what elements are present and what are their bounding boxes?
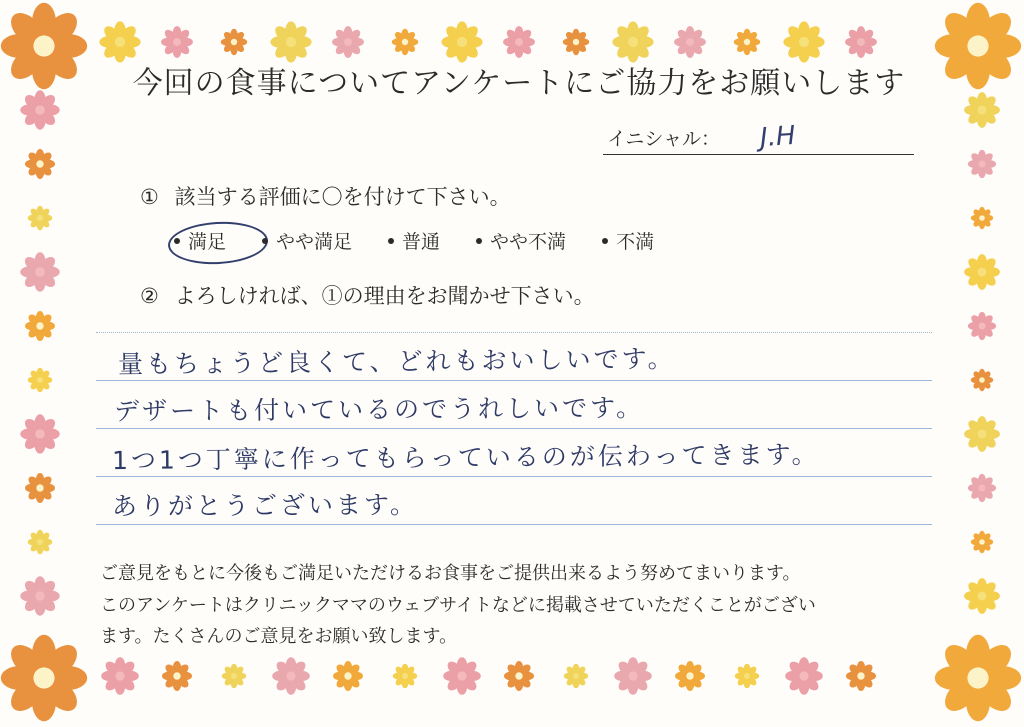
flower-icon: [734, 663, 760, 689]
flower-icon: [845, 660, 877, 692]
flower-icon: [967, 473, 997, 503]
flower-icon: [502, 25, 536, 59]
flower-icon: [673, 25, 707, 59]
flower-icon: [733, 28, 761, 56]
rule-line: [96, 524, 932, 525]
bullet-icon: [476, 238, 482, 244]
initial-field[interactable]: [724, 120, 914, 155]
flower-icon: [844, 25, 878, 59]
free-comment-area[interactable]: [96, 332, 936, 544]
rating-option-label: やや満足: [276, 232, 353, 253]
handwritten-line-3: 1つ1つ丁寧に作ってもらっているのが伝わってきます。: [111, 439, 820, 476]
rule-line: [96, 428, 932, 429]
flower-icon: [674, 660, 706, 692]
flower-icon: [161, 660, 193, 692]
flower-icon: [332, 660, 364, 692]
flower-icon: [563, 663, 589, 689]
rating-option-yaya-fuman[interactable]: [476, 227, 566, 254]
rule-line: [96, 476, 932, 477]
footer-line-2: このアンケートはクリニックママのウェブサイトなどに掲載させていただくことがござい: [100, 594, 816, 615]
flower-icon: [503, 660, 535, 692]
flower-icon: [19, 413, 61, 455]
flower-icon: [392, 663, 418, 689]
flower-icon: [967, 311, 997, 341]
flower-icon: [19, 575, 61, 617]
bullet-icon: [262, 238, 268, 244]
question-1-text: 該当する評価に〇を付けて下さい。: [174, 186, 511, 209]
flower-icon: [220, 28, 248, 56]
rating-option-label: 不満: [616, 232, 655, 253]
flower-icon: [932, 0, 1024, 92]
flower-icon: [562, 28, 590, 56]
flower-icon: [19, 251, 61, 293]
question-2-text: よろしければ、①の理由をお聞かせ下さい。: [174, 285, 595, 308]
rating-option-label: 普通: [402, 232, 441, 253]
flower-icon: [24, 148, 56, 180]
flower-icon: [27, 529, 53, 555]
flower-icon: [970, 530, 994, 554]
handwritten-line-2: デザートも付いているのでうれしいです。: [113, 393, 645, 426]
question-1: [96, 181, 936, 211]
footer-line-1: ご意見をもとに今後もご満足いただけるお食事をご提供出来るよう努めてまいります。: [100, 563, 801, 583]
question-2-number: ②: [140, 285, 159, 308]
rating-option-futsuu[interactable]: [388, 227, 440, 254]
flower-icon: [970, 206, 994, 230]
flower-icon: [391, 28, 419, 56]
flower-icon: [442, 656, 482, 696]
survey-content: [96, 58, 936, 658]
rating-option-manzoku[interactable]: [174, 227, 226, 254]
rule-line: [96, 332, 932, 333]
flower-icon: [932, 632, 1024, 724]
flower-icon: [970, 368, 994, 392]
flower-icon: [24, 310, 56, 342]
flower-icon: [784, 656, 824, 696]
flower-icon: [271, 656, 311, 696]
flower-icon: [967, 149, 997, 179]
initial-row: [96, 120, 936, 155]
footer-line-3: ます。たくさんのご意見をお願い致します。: [100, 626, 458, 646]
question-2: [96, 280, 936, 310]
rule-line: [96, 380, 932, 381]
flower-icon: [963, 91, 1001, 129]
flower-icon: [963, 415, 1001, 453]
rating-option-label: やや不満: [490, 232, 567, 253]
flower-icon: [27, 205, 53, 231]
rating-options: [96, 227, 936, 254]
flower-icon: [19, 89, 61, 131]
footer-note: [96, 558, 936, 653]
initial-value: J.H: [758, 120, 797, 154]
bullet-icon: [174, 238, 180, 244]
flower-icon: [24, 472, 56, 504]
page-title: 今回の食事についてアンケートにご協力をお願いします: [132, 67, 906, 100]
handwritten-line-4: ありがとうございます。: [111, 490, 419, 521]
flower-icon: [963, 577, 1001, 615]
flower-icon: [27, 367, 53, 393]
rating-option-yaya-manzoku[interactable]: [262, 227, 352, 254]
flower-icon: [221, 663, 247, 689]
flower-icon: [613, 656, 653, 696]
bullet-icon: [388, 238, 394, 244]
flower-icon: [100, 656, 140, 696]
bullet-icon: [602, 238, 608, 244]
flower-icon: [331, 25, 365, 59]
handwritten-line-1: 量もちょうど良くて、どれもおいしいです。: [117, 344, 676, 379]
flower-icon: [160, 25, 194, 59]
initial-label: イニシャル：: [603, 124, 724, 155]
flower-icon: [0, 0, 90, 92]
flower-icon: [963, 253, 1001, 291]
rating-option-label: 満足: [188, 232, 227, 253]
flower-icon: [0, 632, 90, 724]
question-1-number: ①: [140, 186, 159, 209]
rating-option-fuman[interactable]: [602, 227, 654, 254]
